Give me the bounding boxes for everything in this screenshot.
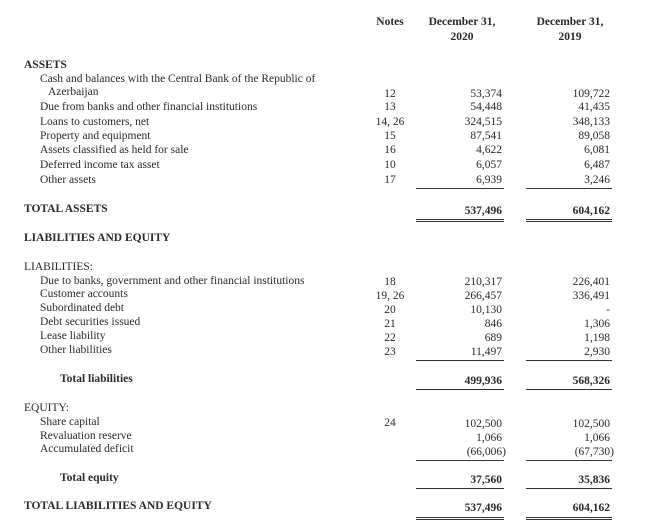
row-value-2019: 89,058 bbox=[578, 130, 610, 142]
subtotal-rule bbox=[526, 460, 612, 461]
row-label: Lease liability bbox=[40, 330, 106, 342]
row-value-2020: 102,500 bbox=[464, 418, 502, 430]
row-value-2020: 54,448 bbox=[470, 101, 502, 113]
row-value-2020: 266,457 bbox=[464, 290, 502, 302]
total-double-rule bbox=[526, 517, 612, 520]
row-value-2020: 53,374 bbox=[470, 88, 502, 100]
row-value-2020: 87,541 bbox=[470, 130, 502, 142]
row-value-2020: 1,066 bbox=[476, 432, 502, 444]
row-note: 15 bbox=[384, 130, 396, 142]
row-label: Revaluation reserve bbox=[40, 430, 132, 442]
col-2019-header-line2: 2019 bbox=[558, 31, 582, 43]
row-label: Deferred income tax asset bbox=[40, 159, 160, 171]
total-rule bbox=[416, 389, 504, 390]
row-label: Debt securities issued bbox=[40, 316, 141, 328]
row-value-2019: 3,246 bbox=[584, 174, 610, 186]
row-value-2020: 11,497 bbox=[470, 346, 502, 358]
row-label: Customer accounts bbox=[40, 288, 128, 300]
row-label: Due to banks, government and other financial institutions bbox=[40, 275, 305, 287]
row-value-2019: 6,081 bbox=[584, 144, 610, 156]
row-note: 22 bbox=[384, 332, 396, 344]
row-value-2019: 6,487 bbox=[584, 159, 610, 171]
assets-heading: ASSETS bbox=[24, 59, 67, 71]
row-label: Cash and balances with the Central Bank of the Republic of bbox=[40, 73, 316, 85]
row-label: Loans to customers, net bbox=[40, 116, 150, 128]
row-note: 14, 26 bbox=[375, 116, 405, 128]
row-label: Other liabilities bbox=[40, 344, 112, 356]
col-2020-header-line1: December 31, bbox=[428, 16, 496, 28]
notes-column-header: Notes bbox=[376, 16, 404, 28]
total-equity-2019: 35,836 bbox=[578, 474, 610, 486]
row-value-2019: 102,500 bbox=[572, 418, 610, 430]
row-note: 24 bbox=[384, 417, 396, 429]
row-value-2020: 324,515 bbox=[464, 116, 502, 128]
row-label: Assets classified as held for sale bbox=[40, 144, 189, 156]
total-double-rule bbox=[416, 517, 504, 520]
total-liabilities-label: Total liabilities bbox=[60, 373, 133, 385]
total-equity-label: Total equity bbox=[60, 472, 119, 484]
total-assets-label: TOTAL ASSETS bbox=[24, 203, 108, 215]
col-2020-header-line2: 2020 bbox=[450, 31, 474, 43]
row-value-2019: 1,306 bbox=[584, 318, 610, 330]
subtotal-rule bbox=[416, 360, 504, 361]
row-value-2019: 226,401 bbox=[572, 276, 610, 288]
subtotal-rule bbox=[416, 460, 504, 461]
total-double-rule bbox=[416, 219, 504, 222]
total-assets-2019: 604,162 bbox=[572, 205, 610, 217]
row-value-2020: 689 bbox=[484, 332, 502, 344]
total-liabilities-2020: 499,936 bbox=[464, 375, 502, 387]
row-value-2019: 1,198 bbox=[584, 332, 610, 344]
row-label-continued: Azerbaijan bbox=[48, 86, 99, 98]
row-label: Share capital bbox=[40, 416, 100, 428]
row-value-2019: (67,730) bbox=[574, 446, 614, 458]
row-label: Subordinated debt bbox=[40, 302, 124, 314]
row-label: Property and equipment bbox=[40, 130, 151, 142]
row-note: 20 bbox=[384, 304, 396, 316]
row-value-2019: 2,930 bbox=[584, 346, 610, 358]
row-value-2020: 10,130 bbox=[470, 304, 502, 316]
total-liabilities-equity-label: TOTAL LIABILITIES AND EQUITY bbox=[24, 500, 212, 512]
liabilities-heading: LIABILITIES: bbox=[24, 261, 93, 273]
row-value-2020: 6,057 bbox=[476, 159, 502, 171]
total-rule bbox=[416, 488, 504, 489]
row-value-2019: - bbox=[606, 304, 610, 316]
row-value-2019: 41,435 bbox=[578, 101, 610, 113]
row-note: 12 bbox=[384, 88, 396, 100]
row-label: Accumulated deficit bbox=[40, 443, 134, 455]
row-value-2019: 348,133 bbox=[572, 116, 610, 128]
subtotal-rule bbox=[526, 188, 612, 189]
row-value-2020: 210,317 bbox=[464, 276, 502, 288]
row-value-2020: (66,006) bbox=[466, 446, 506, 458]
col-2019-header-line1: December 31, bbox=[536, 16, 604, 28]
row-value-2020: 4,622 bbox=[476, 144, 502, 156]
total-liabilities-equity-2020: 537,496 bbox=[464, 502, 502, 514]
total-assets-2020: 537,496 bbox=[464, 205, 502, 217]
subtotal-rule bbox=[526, 360, 612, 361]
row-note: 21 bbox=[384, 318, 396, 330]
row-note: 18 bbox=[384, 276, 396, 288]
liabilities-equity-heading: LIABILITIES AND EQUITY bbox=[24, 232, 171, 244]
row-note: 23 bbox=[384, 346, 396, 358]
row-label: Other assets bbox=[40, 174, 96, 186]
subtotal-rule bbox=[416, 188, 504, 189]
row-value-2019: 336,491 bbox=[572, 290, 610, 302]
total-liabilities-2019: 568,326 bbox=[572, 375, 610, 387]
total-double-rule bbox=[526, 219, 612, 222]
total-equity-2020: 37,560 bbox=[470, 474, 502, 486]
row-value-2019: 1,066 bbox=[584, 432, 610, 444]
row-note: 10 bbox=[384, 159, 396, 171]
equity-heading: EQUITY: bbox=[24, 402, 69, 414]
row-value-2019: 109,722 bbox=[572, 88, 610, 100]
total-rule bbox=[526, 389, 612, 390]
total-rule bbox=[526, 488, 612, 489]
row-value-2020: 846 bbox=[484, 318, 502, 330]
row-label: Due from banks and other financial institutions bbox=[40, 101, 258, 113]
row-note: 17 bbox=[384, 174, 396, 186]
row-note: 16 bbox=[384, 144, 396, 156]
row-note: 13 bbox=[384, 101, 396, 113]
row-value-2020: 6,939 bbox=[476, 174, 502, 186]
row-note: 19, 26 bbox=[375, 290, 405, 302]
total-liabilities-equity-2019: 604,162 bbox=[572, 502, 610, 514]
